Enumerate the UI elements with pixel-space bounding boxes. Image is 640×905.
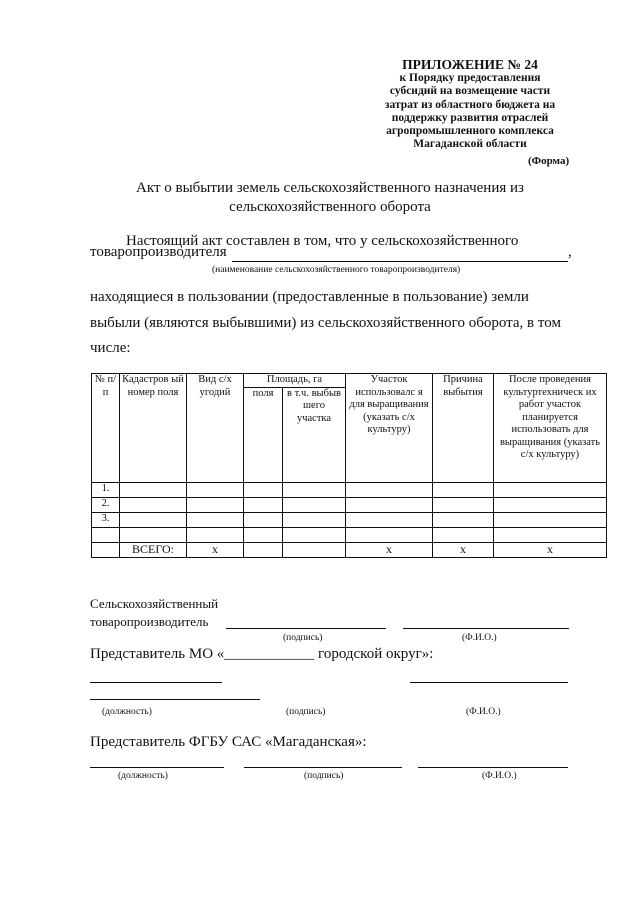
mo-blank: ____________: [224, 646, 315, 662]
table-cell[interactable]: [120, 512, 187, 527]
appendix-line: Магаданской области: [413, 138, 527, 151]
title-line-2: сельскохозяйственного оборота: [229, 199, 431, 215]
table-cell[interactable]: [187, 527, 244, 542]
intro-line-3: находящиеся в пользовании (предоставленные в пользование) земли: [90, 289, 529, 305]
mo-position-field[interactable]: [90, 682, 222, 683]
mo-representative-label: [90, 646, 433, 663]
row-number: [92, 527, 120, 542]
table-cell[interactable]: [346, 527, 433, 542]
table-cell[interactable]: [494, 512, 607, 527]
table-cell[interactable]: [283, 527, 346, 542]
signature-hint: (подпись): [304, 771, 344, 781]
appendix-line: субсидий на возмещение части: [389, 85, 551, 98]
appendix-line: затрат из областного бюджета на: [384, 98, 556, 111]
producer-signature-field[interactable]: [226, 628, 386, 629]
fgbu-representative-label: Представитель ФГБУ САС «Магаданская»:: [90, 734, 367, 750]
appendix-line: поддержку развития отраслей: [391, 111, 549, 124]
total-label: ВСЕГО:: [120, 542, 187, 557]
table-row: [92, 512, 607, 527]
table-cell[interactable]: [433, 482, 494, 497]
table-cell[interactable]: [283, 497, 346, 512]
table-cell[interactable]: [283, 542, 346, 557]
table-cell[interactable]: [433, 512, 494, 527]
table-cell[interactable]: [346, 497, 433, 512]
table-cell[interactable]: [283, 482, 346, 497]
table-cell[interactable]: [187, 482, 244, 497]
intro-line-5: числе:: [90, 340, 131, 356]
signature-hint: (подпись): [286, 707, 326, 717]
mo-prefix: Представитель МО «: [90, 646, 225, 662]
total-use: х: [346, 542, 433, 557]
table-cell[interactable]: [433, 497, 494, 512]
document-title: [100, 179, 560, 217]
col-header-after: После проведения культуртехническ их работ участок планируется использовать для выращивания (указать с/х культуру): [494, 374, 607, 483]
col-header-area-field: поля: [244, 387, 283, 482]
appendix-line: к Порядку предоставления: [399, 72, 541, 85]
producer-name-hint: (наименование сельскохозяйственного товаропроизводителя): [212, 265, 461, 275]
intro-producer-label: товаропроизводителя: [90, 244, 227, 260]
producer-name-sign-field[interactable]: [403, 628, 569, 629]
form-label: (Форма): [528, 155, 570, 167]
total-reason: х: [433, 542, 494, 557]
producer-label-1: Сельскохозяйственный: [90, 596, 219, 611]
retired-land-table: [91, 373, 607, 558]
table-cell[interactable]: [433, 527, 494, 542]
col-header-area-retired: в т.ч. выбыв шего участка: [283, 387, 346, 482]
total-land-type: х: [187, 542, 244, 557]
table-cell[interactable]: [283, 512, 346, 527]
table-cell[interactable]: [244, 512, 283, 527]
name-hint: (Ф.И.О.): [466, 707, 501, 717]
fgbu-name-field[interactable]: [418, 767, 568, 768]
table-header-row: [92, 374, 607, 388]
col-header-cadastral: Кадастров ый номер поля: [120, 374, 187, 483]
row-number: 1.: [92, 482, 120, 497]
table-cell[interactable]: [120, 527, 187, 542]
table-cell[interactable]: [120, 497, 187, 512]
mo-suffix: городской округ»:: [314, 646, 434, 662]
table-row: [92, 497, 607, 512]
table-cell[interactable]: [494, 482, 607, 497]
producer-name-field[interactable]: [232, 261, 568, 262]
table-row: [92, 482, 607, 497]
mo-name-field[interactable]: [410, 682, 568, 683]
col-header-area: Площадь, га: [244, 374, 346, 388]
col-header-use: Участок использовалс я для выращивания (указать с/х культуру): [346, 374, 433, 483]
position-hint: (должность): [102, 707, 152, 717]
table-cell[interactable]: [187, 512, 244, 527]
signature-hint: (подпись): [283, 633, 323, 643]
fgbu-signature-field[interactable]: [244, 767, 402, 768]
table-cell[interactable]: [187, 497, 244, 512]
table-row: [92, 527, 607, 542]
title-line-1: Акт о выбытии земель сельскохозяйственного назначения из: [136, 180, 524, 196]
row-number: 3.: [92, 512, 120, 527]
row-number: 2.: [92, 497, 120, 512]
total-empty-cell: [92, 542, 120, 557]
table-cell[interactable]: [346, 482, 433, 497]
producer-label-2: товаропроизводитель: [90, 614, 209, 629]
table-cell[interactable]: [494, 527, 607, 542]
name-hint: (Ф.И.О.): [462, 633, 497, 643]
intro-line-1: Настоящий акт составлен в том, что у сельскохозяйственного: [126, 233, 519, 249]
intro-line-4: выбыли (являются выбывшими) из сельскохозяйственного оборота, в том: [90, 315, 561, 331]
table-cell[interactable]: [244, 497, 283, 512]
appendix-line: агропромышленного комплекса: [386, 125, 554, 138]
table-total-row: [92, 542, 607, 557]
table-cell[interactable]: [244, 482, 283, 497]
appendix-header: [350, 58, 590, 151]
intro-comma: ,: [568, 244, 572, 260]
table-cell[interactable]: [120, 482, 187, 497]
appendix-number: ПРИЛОЖЕНИЕ № 24: [402, 57, 538, 72]
col-header-land-type: Вид с/х угодий: [187, 374, 244, 483]
position-hint: (должность): [118, 771, 168, 781]
fgbu-position-field[interactable]: [90, 767, 224, 768]
col-header-no: № п/п: [92, 374, 120, 483]
table-cell[interactable]: [244, 527, 283, 542]
col-header-reason: Причина выбытия: [433, 374, 494, 483]
mo-signature-field[interactable]: [90, 699, 260, 700]
table-cell[interactable]: [244, 542, 283, 557]
name-hint: (Ф.И.О.): [482, 771, 517, 781]
table-cell[interactable]: [494, 497, 607, 512]
table-cell[interactable]: [346, 512, 433, 527]
total-after: х: [494, 542, 607, 557]
